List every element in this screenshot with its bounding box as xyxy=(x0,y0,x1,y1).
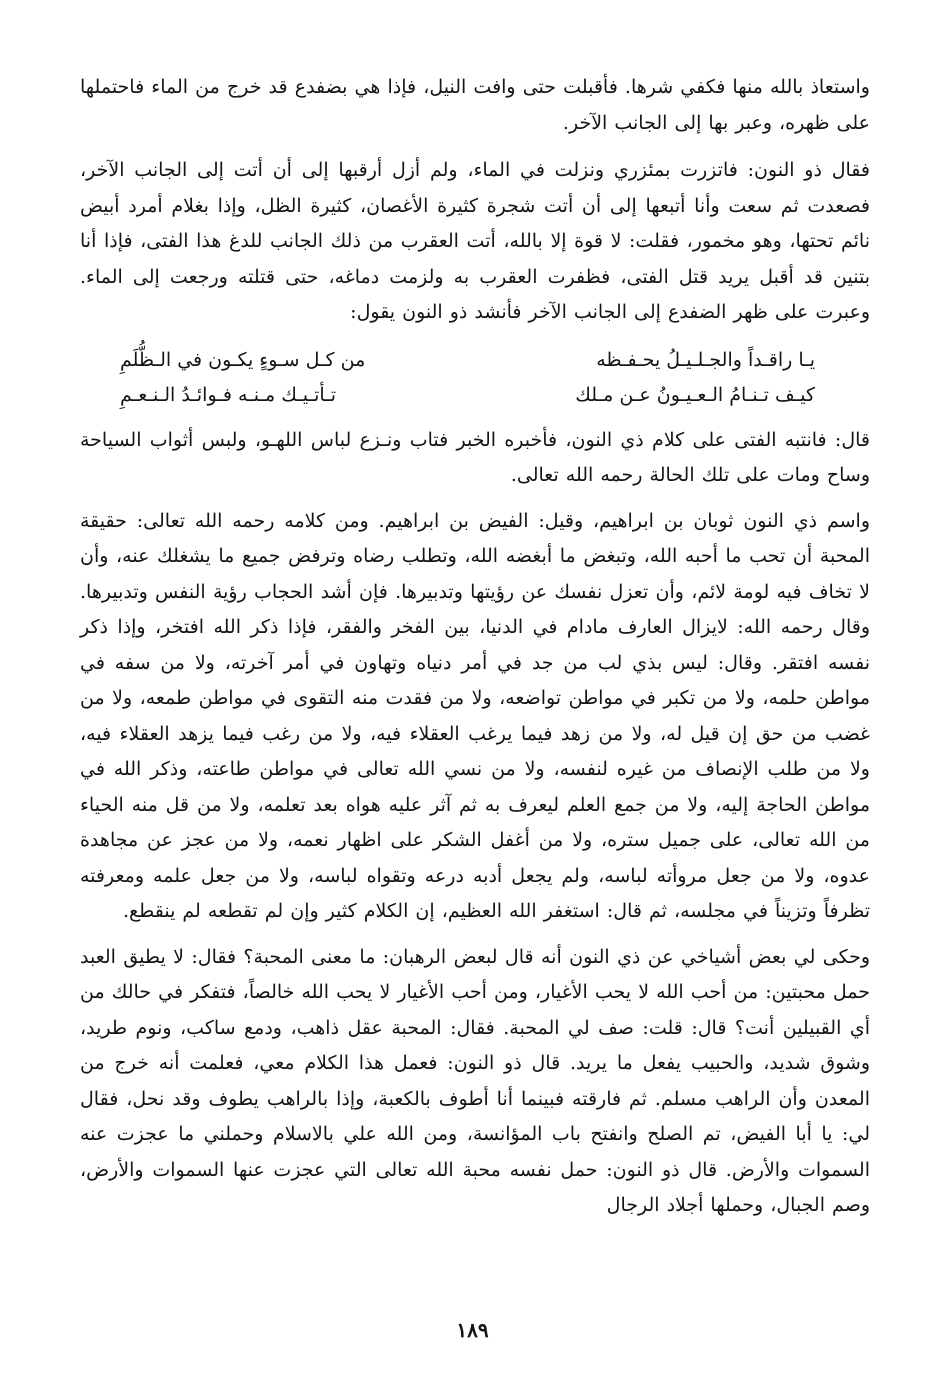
paragraph: وحكى لي بعض أشياخي عن ذي النون أنه قال لبعض الرهبان: ما معنى المحبة؟ فقال: لا يطيق العبد حمل محبتين: من أحب الله لا يحب الأغيار، ومن أحب الأغيار لا يحب الله خالصاً، فتفكر في حالك من أي القبيلين أنت؟ قال: قلت: صف لي المحبة. فقال: المحبة عقل ذاهب، ودمع ساكب، ونوم طريد، وشوق شديد، والحبيب يفعل ما يريد. قال ذو النون: فعمل هذا الكلام معي، فعلمت أنه خرج من المعدن وأن الراهب مسلم. ثم فارقته فبينما أنا أطوف بالكعبة، وإذا بالراهب يطوف وقد نحل، فقال لي: يا أبا الفيض، تم الصلح وانفتح باب المؤانسة، ومن الله علي بالاسلام وحملني ما عجزت عنه السموات والأرض. قال ذو النون: حمل نفسه محبة الله تعالى التي عجزت عنها السموات والأرض، وصم الجبال، وحملها أجلاد الرجال xyxy=(80,945,870,1216)
poem xyxy=(80,343,870,413)
poem-hemistich: تـأتـيـك مـنـه فـوائـدُ الـنـعـمِ xyxy=(120,383,337,406)
poem-hemistich: كيـف تـنـامُ الـعـيـونُ عـن مـلك xyxy=(575,383,815,406)
page-number: ١٨٩ xyxy=(456,1318,489,1342)
poem-hemistich: من كـل سـوءٍ يكـون في الـظُّلَمِ xyxy=(120,348,366,371)
paragraph: قال: فانتبه الفتى على كلام ذي النون، فأخبره الخبر فتاب ونـزع لباس اللهـو، ولبس أثواب السياحة وساح ومات على تلك الحالة رحمه الله تعالى. xyxy=(80,428,870,486)
paragraph: فقال ذو النون: فاتزرت بمئزري ونزلت في الماء، ولم أزل أرقبها إلى أن أتت إلى الجانب الآخر، فصعدت ثم سعت وأنا أتبعها إلى أن أتت شجرة كثيرة الأغصان، كثيرة الظل، وإذا بغلام أمرد أبيض نائم تحتها، وهو مخمور، فقلت: لا قوة إلا بالله، أتت العقرب من ذلك الجانب للدغ هذا الفتى، فإذا أنا بتنين قد أقبل يريد قتل الفتى، فظفرت العقرب به ولزمت دماغه، حتى قتلته ورجعت إلى الماء. وعبرت على ظهر الضفدع إلى الجانب الآخر فأنشد ذو النون يقول: xyxy=(80,159,870,323)
poem-hemistich: يـا راقـداً والجـلـيـلُ يحـفـظه xyxy=(596,348,815,371)
paragraph: واستعاذ بالله منها فكفي شرها. فأقبلت حتى وافت النيل، فإذا هي بضفدع قد خرج من الماء فاحتملها على ظهره، وعبر بها إلى الجانب الآخر. xyxy=(80,76,870,134)
paragraph: واسم ذي النون ثوبان بن ابراهيم، وقيل: الفيض بن ابراهيم. ومن كلامه رحمه الله تعالى: حقيقة المحبة أن تحب ما أحبه الله، وتبغض ما أبغضه الله، وتطلب رضاه وترفض جميع ما يشغلك عنه، وأن لا تخاف فيه لومة لائم، وأن تعزل نفسك عن رؤيتها وتدبيرها. فإن أشد الحجاب رؤية النفس وتدبيرها. وقال رحمه الله: لايزال العارف مادام في الدنيا، بين الفخر والفقر، فإذا ذكر الله افتخر، وإذا ذكر نفسه افتقر. وقال: ليس بذي لب من جد في أمر دنياه وتهاون في أمر آخرته، ولا من سفه في مواطن حلمه، ولا من تكبر في مواطن تواضعه، ولا من فقدت منه التقوى في مواطن طمعه، ولا من غضب من حق إن قيل له، ولا من زهد فيما يرغب العقلاء فيه، ولا من رغب فيما يزهد العقلاء فيه، ولا من طلب الإنصاف من غيره لنفسه، ولا من نسي الله تعالى في مواطن طاعته، وذكر الله في مواطن الحاجة إليه، ولا من جمع العلم ليعرف به ثم آثر عليه هواه بعد تعلمه، ولا من قل منه الحياء من الله تعالى، على جميل ستره، ولا من أغفل الشكر على اظهار نعمه، ولا من عجز عن مجاهدة عدوه، ولا من جعل مروأته لباسه، ولم يجعل أدبه درعه وتقواه لباسه، ولا من جعل علمه ومعرفته تظرفاً وتزيناً في مجلسه، ثم قال: استغفر الله العظيم، إن الكلام كثير وإن لم تقطعه لم ينقطع. xyxy=(80,509,870,922)
poem-verse xyxy=(120,378,815,413)
page-content xyxy=(80,70,870,1224)
poem-verse xyxy=(120,343,815,378)
